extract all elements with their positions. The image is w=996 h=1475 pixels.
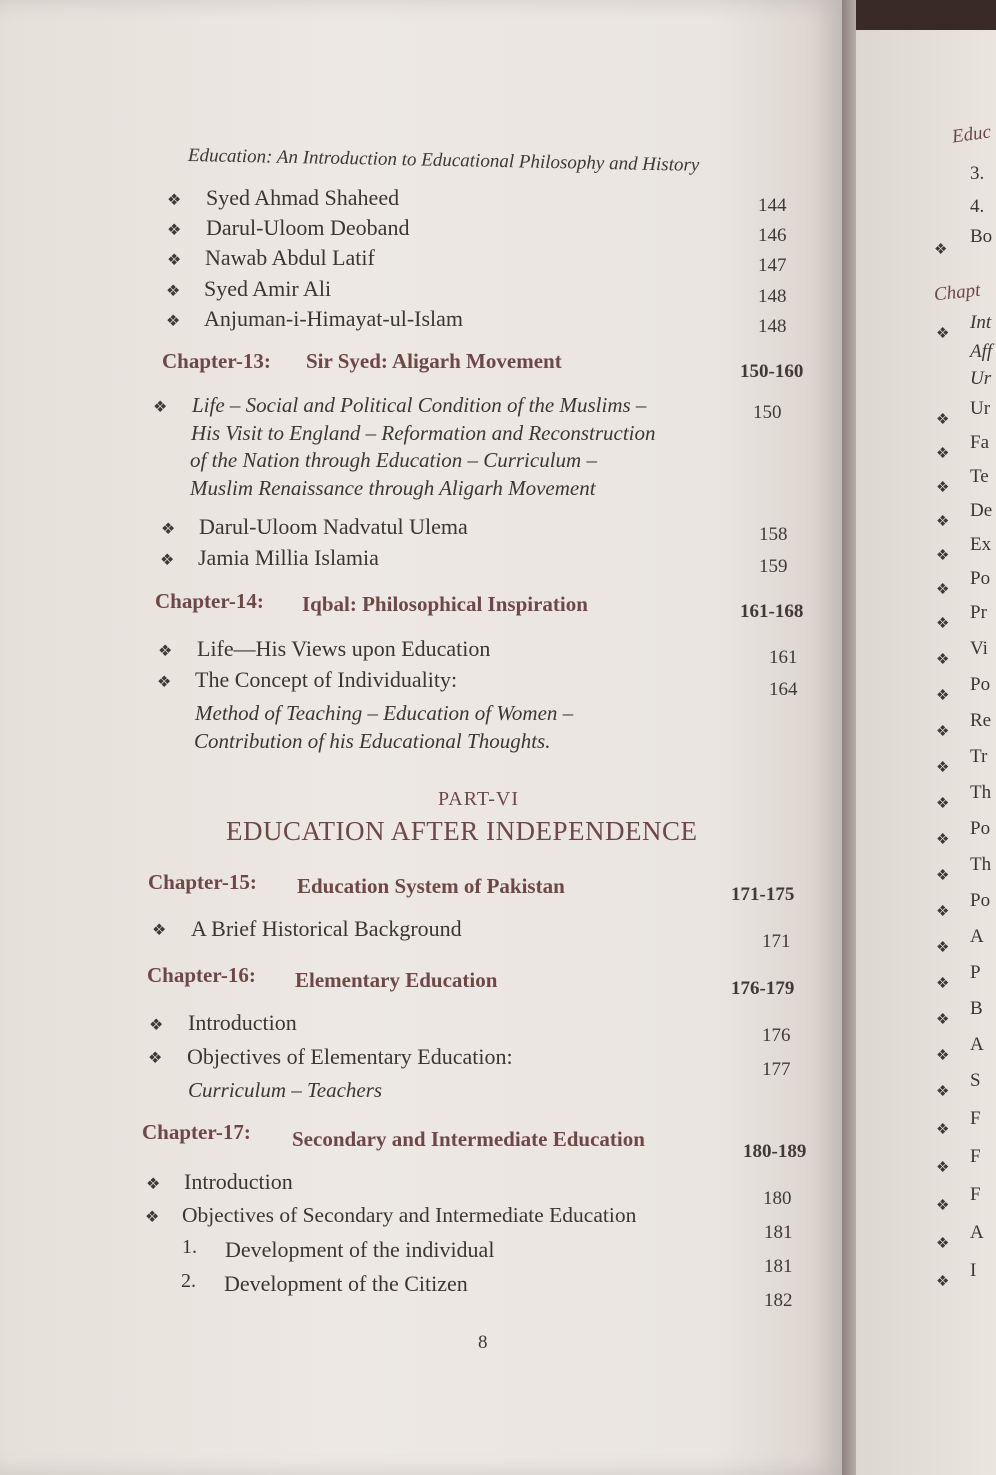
bullet-icon: ❖ bbox=[148, 1050, 163, 1067]
right-item: Po bbox=[970, 674, 991, 695]
right-header: Educ bbox=[950, 121, 993, 148]
toc-page: 147 bbox=[758, 255, 787, 276]
book-gutter bbox=[842, 0, 856, 1475]
part-title: PART-VI bbox=[438, 788, 520, 810]
right-item: F bbox=[970, 1108, 981, 1129]
toc-page: 150 bbox=[753, 402, 782, 423]
right-line: 4. bbox=[970, 196, 985, 217]
right-item: Int bbox=[970, 312, 992, 333]
bullet-icon: ❖ bbox=[936, 868, 950, 884]
bullet-icon: ❖ bbox=[936, 1236, 950, 1252]
chapter-range: 180-189 bbox=[743, 1141, 807, 1162]
bullet-icon: ❖ bbox=[936, 326, 950, 342]
toc-item: Development of the individual bbox=[225, 1237, 495, 1262]
bullet-icon: ❖ bbox=[936, 976, 950, 992]
bullet-icon: ❖ bbox=[161, 521, 176, 538]
bullet-icon: ❖ bbox=[936, 652, 950, 668]
bullet-icon: ❖ bbox=[145, 1209, 160, 1226]
chapter-label: Chapter-15: bbox=[148, 870, 257, 894]
toc-page: 177 bbox=[762, 1059, 791, 1080]
bullet-icon: ❖ bbox=[167, 252, 182, 269]
right-item: A bbox=[970, 1222, 984, 1243]
subtopic-line: of the Nation through Education – Curriculum – bbox=[190, 448, 597, 472]
right-item: I bbox=[970, 1260, 977, 1281]
chapter-range: 161-168 bbox=[740, 601, 804, 622]
right-item: F bbox=[970, 1184, 981, 1205]
right-item: A bbox=[970, 1034, 984, 1055]
toc-item: Darul-Uloom Nadvatul Ulema bbox=[199, 514, 468, 539]
toc-item: Anjuman-i-Himayat-ul-Islam bbox=[204, 306, 464, 331]
toc-item: Development of the Citizen bbox=[224, 1271, 468, 1296]
bullet-icon: ❖ bbox=[157, 674, 172, 691]
toc-item: Life—His Views upon Education bbox=[197, 636, 491, 661]
toc-page: 159 bbox=[759, 556, 788, 577]
right-item: Fa bbox=[970, 432, 989, 453]
bullet-icon: ❖ bbox=[936, 616, 950, 632]
toc-item: Nawab Abdul Latif bbox=[205, 245, 375, 270]
right-chapter: Chapt bbox=[932, 279, 982, 306]
bullet-icon: ❖ bbox=[146, 1176, 161, 1193]
subtopic-line: Method of Teaching – Education of Women – bbox=[195, 701, 574, 725]
toc-item: Jamia Millia Islamia bbox=[198, 545, 379, 570]
right-item: De bbox=[970, 500, 993, 521]
right-item: Vi bbox=[970, 638, 988, 659]
bullet-icon: ❖ bbox=[166, 313, 181, 330]
right-item: Te bbox=[970, 466, 989, 487]
right-line: Bo bbox=[970, 226, 993, 247]
chapter-label: Chapter-14: bbox=[155, 589, 264, 613]
toc-item: Introduction bbox=[188, 1010, 297, 1035]
chapter-range: 176-179 bbox=[731, 978, 795, 999]
right-item: B bbox=[970, 998, 983, 1019]
toc-page: 146 bbox=[758, 225, 787, 246]
running-header: Education: An Introduction to Educational Philosophy and History bbox=[187, 145, 700, 176]
toc-page: 158 bbox=[759, 524, 788, 545]
bullet-icon: ❖ bbox=[936, 582, 950, 598]
bullet-icon: ❖ bbox=[936, 1012, 950, 1028]
right-item: A bbox=[970, 926, 984, 947]
bullet-icon: ❖ bbox=[936, 480, 950, 496]
bullet-icon: ❖ bbox=[936, 1048, 950, 1064]
toc-item: Darul-Uloom Deoband bbox=[206, 215, 410, 240]
toc-page: 182 bbox=[764, 1290, 793, 1311]
chapter-title: Education System of Pakistan bbox=[297, 874, 565, 898]
subtopic-line: Contribution of his Educational Thoughts. bbox=[194, 729, 551, 753]
toc-page: 164 bbox=[769, 679, 798, 700]
chapter-label: Chapter-13: bbox=[162, 349, 271, 373]
toc-item: Objectives of Elementary Education: bbox=[187, 1044, 513, 1069]
bullet-icon: ❖ bbox=[160, 552, 175, 569]
bullet-icon: ❖ bbox=[934, 242, 948, 258]
bullet-icon: ❖ bbox=[936, 1160, 950, 1176]
chapter-range: 150-160 bbox=[740, 361, 804, 382]
toc-item: Syed Ahmad Shaheed bbox=[206, 185, 400, 210]
bullet-icon: ❖ bbox=[158, 643, 173, 660]
page-number: 8 bbox=[478, 1332, 488, 1353]
toc-page: 181 bbox=[764, 1222, 793, 1243]
bullet-icon: ❖ bbox=[167, 192, 182, 209]
toc-page: 180 bbox=[763, 1188, 792, 1209]
part-heading: EDUCATION AFTER INDEPENDENCE bbox=[226, 816, 698, 846]
right-item: Ur bbox=[970, 368, 992, 389]
chapter-title: Sir Syed: Aligarh Movement bbox=[306, 349, 562, 373]
bullet-icon: ❖ bbox=[936, 1084, 950, 1100]
bullet-icon: ❖ bbox=[936, 760, 950, 776]
list-number: 1. bbox=[182, 1236, 197, 1258]
subtopic-line: Curriculum – Teachers bbox=[188, 1078, 383, 1102]
subtopic-line: His Visit to England – Reformation and Reconstruction bbox=[191, 421, 656, 445]
right-item: Po bbox=[970, 818, 991, 839]
toc-page: 181 bbox=[764, 1256, 793, 1277]
bullet-icon: ❖ bbox=[936, 904, 950, 920]
subtopic-line: Muslim Renaissance through Aligarh Movement bbox=[190, 476, 596, 500]
right-item: Ur bbox=[970, 398, 991, 419]
bullet-icon: ❖ bbox=[166, 283, 181, 300]
right-item: Th bbox=[970, 854, 992, 875]
toc-page: 148 bbox=[758, 316, 787, 337]
right-item: Re bbox=[970, 710, 992, 731]
toc-page: 148 bbox=[758, 286, 787, 307]
right-item: Po bbox=[970, 568, 991, 589]
chapter-range: 171-175 bbox=[731, 884, 795, 905]
bullet-icon: ❖ bbox=[936, 940, 950, 956]
toc-item: The Concept of Individuality: bbox=[195, 667, 458, 692]
bullet-icon: ❖ bbox=[936, 724, 950, 740]
toc-item: A Brief Historical Background bbox=[191, 916, 462, 941]
toc-item: Syed Amir Ali bbox=[204, 276, 332, 301]
toc-item: Objectives of Secondary and Intermediate Education bbox=[182, 1203, 637, 1227]
right-item: P bbox=[970, 962, 981, 983]
right-item: Po bbox=[970, 890, 991, 911]
bullet-icon: ❖ bbox=[936, 796, 950, 812]
right-item: S bbox=[970, 1070, 981, 1091]
toc-page: 144 bbox=[758, 195, 787, 216]
bullet-icon: ❖ bbox=[936, 1198, 950, 1214]
right-line: 3. bbox=[970, 163, 985, 184]
bullet-icon: ❖ bbox=[936, 412, 950, 428]
right-item: F bbox=[970, 1146, 981, 1167]
bullet-icon: ❖ bbox=[936, 1274, 950, 1290]
bullet-icon: ❖ bbox=[167, 222, 182, 239]
bullet-icon: ❖ bbox=[936, 688, 950, 704]
right-item: Th bbox=[970, 782, 992, 803]
chapter-title: Elementary Education bbox=[295, 968, 498, 992]
chapter-title: Iqbal: Philosophical Inspiration bbox=[302, 592, 588, 616]
toc-page: 161 bbox=[769, 647, 798, 668]
right-item: Aff bbox=[970, 341, 993, 362]
list-number: 2. bbox=[181, 1270, 196, 1292]
bullet-icon: ❖ bbox=[936, 832, 950, 848]
toc-page: 171 bbox=[762, 931, 791, 952]
right-item: Tr bbox=[970, 746, 988, 767]
right-page bbox=[856, 30, 996, 1475]
bullet-icon: ❖ bbox=[936, 514, 950, 530]
bullet-icon: ❖ bbox=[936, 548, 950, 564]
chapter-title: Secondary and Intermediate Education bbox=[292, 1127, 645, 1151]
toc-item: Introduction bbox=[184, 1169, 293, 1194]
toc-page: 176 bbox=[762, 1025, 791, 1046]
bullet-icon: ❖ bbox=[152, 922, 167, 939]
bullet-icon: ❖ bbox=[149, 1017, 164, 1034]
bullet-icon: ❖ bbox=[936, 446, 950, 462]
chapter-label: Chapter-17: bbox=[142, 1120, 251, 1144]
right-item: Ex bbox=[970, 534, 992, 555]
bullet-icon: ❖ bbox=[153, 399, 168, 416]
right-item: Pr bbox=[970, 602, 987, 623]
chapter-label: Chapter-16: bbox=[147, 963, 256, 987]
subtopic-line: Life – Social and Political Condition of the Muslims – bbox=[192, 393, 647, 417]
bullet-icon: ❖ bbox=[936, 1122, 950, 1138]
